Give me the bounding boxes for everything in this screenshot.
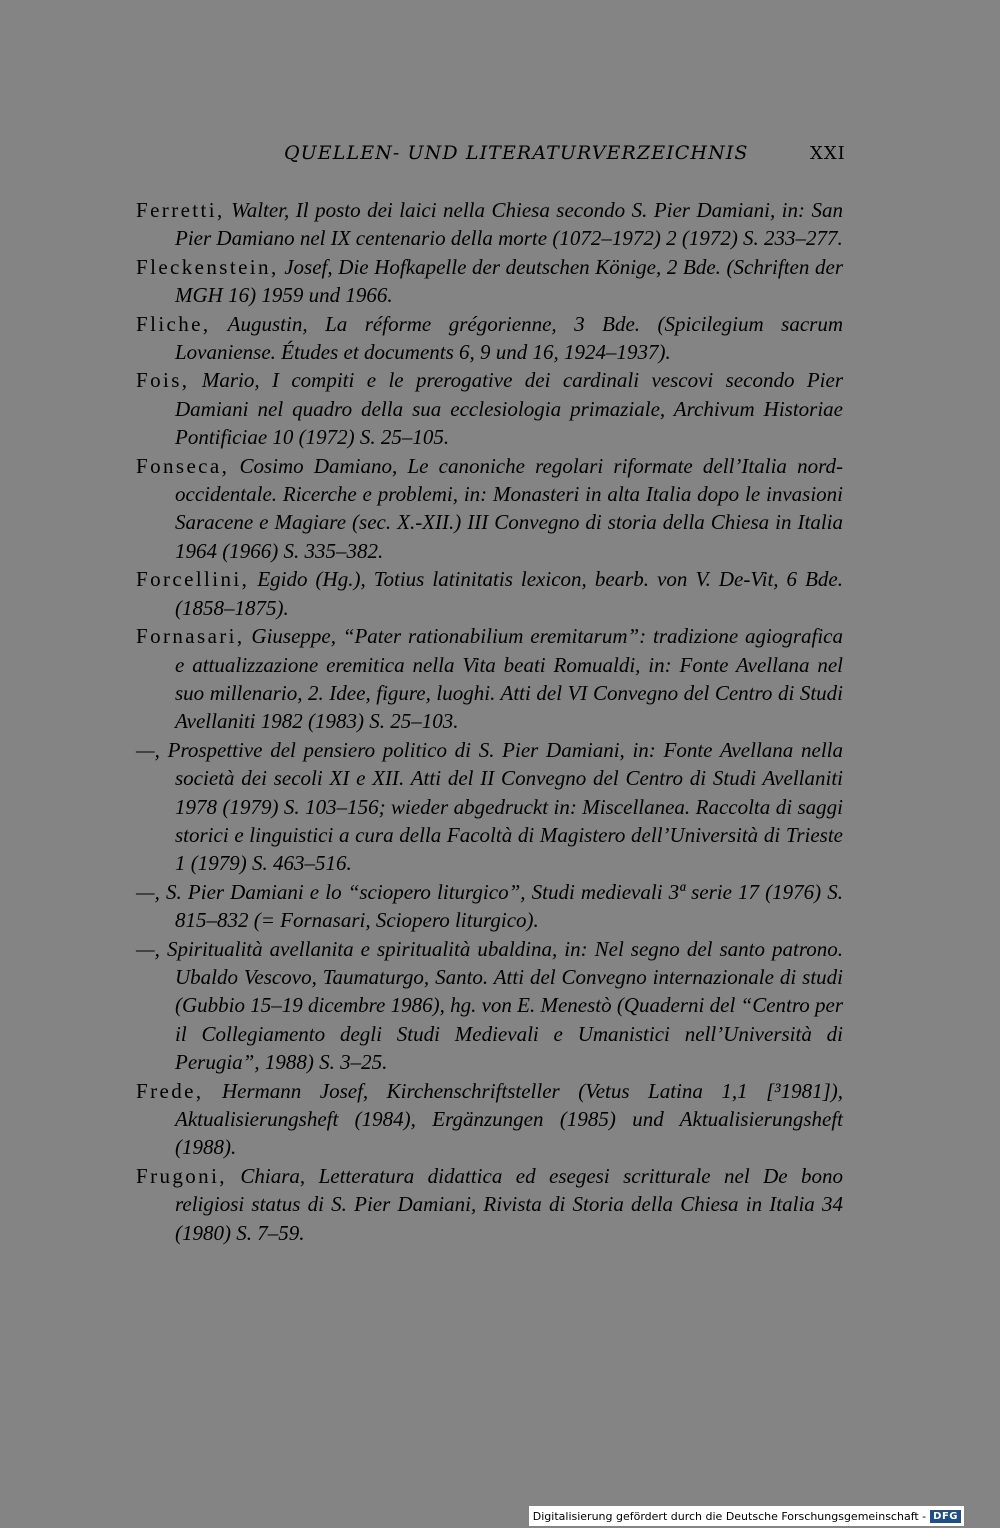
running-title: QUELLEN- UND LITERATURVERZEICHNIS bbox=[284, 142, 749, 164]
bibliography-entry bbox=[136, 196, 843, 253]
bibliography-entry bbox=[136, 1162, 843, 1247]
entry-text: Walter, Il posto dei laici nella Chiesa secondo S. Pier Damiani, in: San Pier Damiano nel IX centenario della morte (1072–1972) 2 (1972) S. 233–277. bbox=[175, 198, 843, 251]
entry-author: Forcellini, bbox=[136, 567, 250, 592]
bibliography-entry bbox=[136, 253, 843, 310]
digitization-credit bbox=[529, 1506, 964, 1526]
bibliography-entry bbox=[136, 452, 843, 566]
entry-author: Ferretti, bbox=[136, 198, 225, 222]
bibliography-entry bbox=[136, 366, 843, 451]
entry-author: Fois, bbox=[136, 368, 190, 393]
bibliography-entry bbox=[136, 878, 843, 935]
entry-author: Fonseca, bbox=[136, 453, 230, 478]
entry-text: Josef, Die Hofkapelle der deutschen Könige, 2 Bde. (Schriften der MGH 16) 1959 und 1966. bbox=[175, 254, 843, 308]
entry-author: Fliche, bbox=[136, 311, 211, 336]
entry-author: Frede, bbox=[136, 1078, 204, 1103]
entry-author: Fornasari, bbox=[136, 624, 245, 649]
running-head bbox=[0, 142, 1000, 170]
bibliography-list bbox=[136, 196, 843, 1247]
entry-text: Cosimo Damiano, Le canoniche regolari riformate dell’Italia nord-occidentale. Ricerche e problemi, in: Monasteri in alta Italia dopo le invasioni Saracene e Magiare (sec. X.-XII.) III Convegno di storia della Chiesa in Italia 1964 (1966) S. 335–382. bbox=[175, 453, 843, 563]
entry-text: Giuseppe, “Pater rationabilium eremitarum”: tradizione agiografica e attualizzazione eremitica nella Vita beati Romualdi, in: Fonte Avellana nel suo millenario, 2. Idee, figure, luoghi. Atti del VI Convegno del Centro di Studi Avellaniti 1982 (1983) S. 25–103. bbox=[175, 624, 843, 734]
dfg-logo-icon: DFG bbox=[930, 1510, 961, 1523]
entry-text: —, S. Pier Damiani e lo “sciopero liturgico”, Studi medievali 3ª serie 17 (1976) S. 815–832 (= Fornasari, Sciopero liturgico). bbox=[136, 879, 843, 933]
entry-text: Chiara, Letteratura didattica ed esegesi scritturale nel De bono religiosi status di S. Pier Damiani, Rivista di Storia della Chiesa in Italia 34 (1980) S. 7–59. bbox=[175, 1163, 843, 1245]
entry-author: Frugoni, bbox=[136, 1163, 227, 1188]
bibliography-entry bbox=[136, 310, 843, 367]
bibliography-entry bbox=[136, 935, 843, 1077]
bibliography-entry bbox=[136, 736, 843, 878]
entry-text: Augustin, La réforme grégorienne, 3 Bde. (Spicilegium sacrum Lovaniense. Études et documents 6, 9 und 16, 1924–1937). bbox=[175, 311, 843, 365]
credit-text: Digitalisierung gefördert durch die Deutsche Forschungsgemeinschaft - bbox=[532, 1509, 927, 1523]
bibliography-entry bbox=[136, 1077, 843, 1162]
entry-text: —, Prospettive del pensiero politico di S. Pier Damiani, in: Fonte Avellana nella società dei secoli XI e XII. Atti del II Convegno del Centro di Studi Avellaniti 1978 (1979) S. 103–156; wieder abgedruckt in: Miscellanea. Raccolta di saggi storici e linguistici a cura della Facoltà di Magistero dell’Università di Trieste 1 (1979) S. 463–516. bbox=[136, 737, 843, 876]
entry-author: Fleckenstein, bbox=[136, 254, 279, 279]
bibliography-entry bbox=[136, 565, 843, 622]
bibliography-entry bbox=[136, 622, 843, 736]
entry-text: Mario, I compiti e le prerogative dei cardinali vescovi secondo Pier Damiani nel quadro della sua ecclesiologia primaziale, Archivum Historiae Pontificiae 10 (1972) S. 25–105. bbox=[175, 368, 843, 450]
entry-text: —, Spiritualità avellanita e spiritualità ubaldina, in: Nel segno del santo patrono. Ubaldo Vescovo, Taumaturgo, Santo. Atti del Convegno internazionale di studi (Gubbio 15–19 dicembre 1986), hg. von E. Menestò (Quaderni del “Centro per il Collegiamento degli Studi Medievali e Umanistici nell’Università di Perugia”, 1988) S. 3–25. bbox=[136, 936, 844, 1075]
page-number: XXI bbox=[810, 143, 846, 164]
entry-text: Egido (Hg.), Totius latinitatis lexicon, bearb. von V. De-Vit, 6 Bde. (1858–1875). bbox=[175, 567, 843, 620]
entry-text: Hermann Josef, Kirchenschriftsteller (Vetus Latina 1,1 [³1981]), Aktualisierungsheft (1984), Ergänzungen (1985) und Aktualisierungsheft (1988). bbox=[175, 1078, 843, 1160]
